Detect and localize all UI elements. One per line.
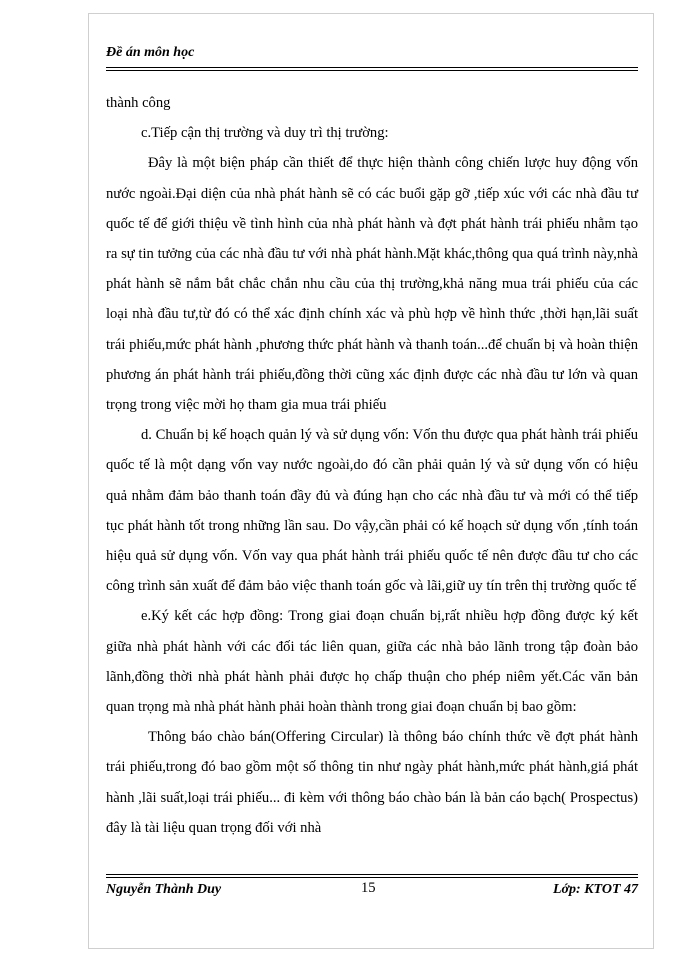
paragraph-capital-plan: d. Chuẩn bị kế hoạch quản lý và sử dụng vốn: Vốn thu được qua phát hành trái phiếu quốc tế là một dạng vốn vay nước ngoài,do đó cần phải quản lý và sử dụng vốn có hiệu quả nhằm đảm bảo thanh toán đầy đủ và đúng hạn cho các nhà đầu tư và mới có thể tiếp tục phát hành tốt trong những lần sau. Do vậy,cần phải có kế hoạch sử dụng vốn ,tính toán hiệu quả sử dụng vốn. Vốn vay qua phát hành trái phiếu quốc tế nên được đầu tư cho các công trình sản xuất để đảm bảo việc thanh toán gốc và lãi,giữ uy tín trên thị trường quốc tế: [106, 427, 638, 595]
paragraph-contracts: e.Ký kết các hợp đồng: Trong giai đoạn chuẩn bị,rất nhiều hợp đồng được ký kết giữa nhà phát hành với các đối tác liên quan, giữa các nhà bảo lãnh trong tập đoàn bảo lãnh,đồng thời nhà phát hành phải được họ chấp thuận cho phép niêm yết.Các văn bản quan trọng mà nhà phát hành phải hoàn thành trong giai đoạn chuẩn bị bao gồm:: [106, 608, 638, 716]
paragraph-offering-circular: Thông báo chào bán(Offering Circular) là thông báo chính thức về đợt phát hành trái phiếu,trong đó bao gồm một số thông tin như ngày phát hành,mức phát hành,giá phát hành ,lãi suất,loại trái phiếu... đi kèm với thông báo chào bán là bản cáo bạch( Prospectus) đây là tài liệu quan trọng đối với nhà: [106, 729, 638, 836]
paragraph-market-approach: Đây là một biện pháp cần thiết để thực hiện thành công chiến lược huy động vốn nước ngoài.Đại diện của nhà phát hành sẽ có các buổi gặp gỡ ,tiếp xúc với các nhà đầu tư quốc tế để giới thiệu về tình hình của nhà phát hành và đợt phát hành trái phiếu nhằm tạo ra sự tin tưởng của các nhà đầu tư với nhà phát hành.Mặt khác,thông qua quá trình này,nhà phát hành sẽ nắm bắt chắc chắn nhu cầu của thị trường,khả năng mua trái phiếu của các loại nhà đầu tư,từ đó có thể xác định chính xác và phù hợp về hình thức ,thời hạn,lãi suất trái phiếu,mức phát hành ,phương thức phát hành và thanh toán...để chuẩn bị và hoàn thiện phương án phát hành trái phiếu,đồng thời cũng xác định được các nhà đầu tư lớn và quan trọng trong việc mời họ tham gia mua trái phiếu: [106, 155, 638, 414]
document-body: [106, 88, 638, 843]
header-divider: [106, 67, 638, 68]
footer-divider-secondary: [106, 877, 638, 878]
header-title: Đề án môn học: [106, 45, 195, 60]
header-divider-secondary: [106, 70, 638, 71]
paragraph-continuation: thành công: [106, 95, 171, 111]
page-footer: [106, 874, 638, 904]
footer-author: Nguyễn Thành Duy: [106, 882, 222, 897]
footer-class: Lớp: KTOT 47: [552, 882, 638, 897]
page-number: 15: [361, 880, 376, 896]
section-heading-c: c.Tiếp cận thị trường và duy trì thị trường:: [141, 125, 389, 142]
page-header: [106, 45, 638, 69]
footer-divider: [106, 874, 638, 875]
